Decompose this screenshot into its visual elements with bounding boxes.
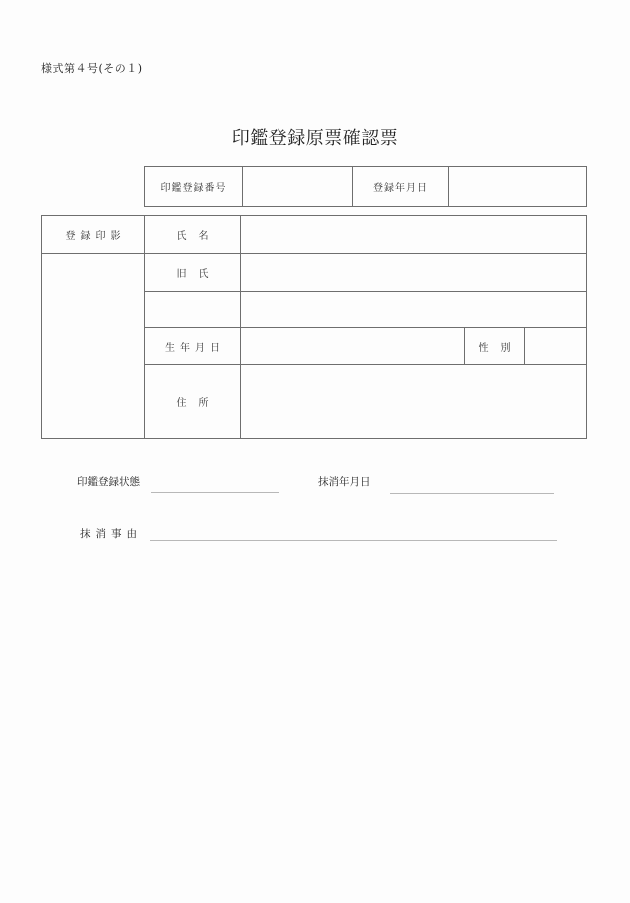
gender-field[interactable]: [525, 328, 586, 364]
extra-row-label: [145, 292, 240, 327]
gender-label: 性別: [478, 342, 523, 354]
cancel-date-label: 抹消年月日: [318, 476, 371, 488]
page-title: 印鑑登録原票確認票: [231, 128, 399, 149]
seal-impression-area[interactable]: [42, 254, 144, 438]
extra-row-field[interactable]: [241, 292, 586, 327]
seal-impression-label: 登録印影: [65, 231, 126, 242]
form-number: 様式第４号(その１): [41, 62, 143, 75]
seal-status-label: 印鑑登録状態: [77, 476, 140, 488]
cancel-reason-label: 抹消事由: [80, 528, 142, 540]
name-field[interactable]: [241, 216, 586, 253]
cancel-date-field[interactable]: [390, 477, 554, 494]
cancel-reason-field[interactable]: [150, 524, 557, 541]
address-field[interactable]: [241, 365, 586, 438]
birth-date-field[interactable]: [241, 328, 464, 364]
former-name-field[interactable]: [241, 254, 586, 291]
registration-date-label: 登録年月日: [373, 183, 428, 194]
birth-date-label: 生年月日: [165, 342, 225, 354]
registration-number-field[interactable]: [243, 167, 352, 206]
address-label: 住所: [176, 398, 221, 409]
former-name-label: 旧氏: [176, 269, 221, 280]
name-label: 氏名: [176, 231, 221, 242]
seal-status-field[interactable]: [151, 476, 279, 493]
registration-date-field[interactable]: [449, 167, 586, 206]
registration-number-label: 印鑑登録番号: [160, 183, 227, 194]
